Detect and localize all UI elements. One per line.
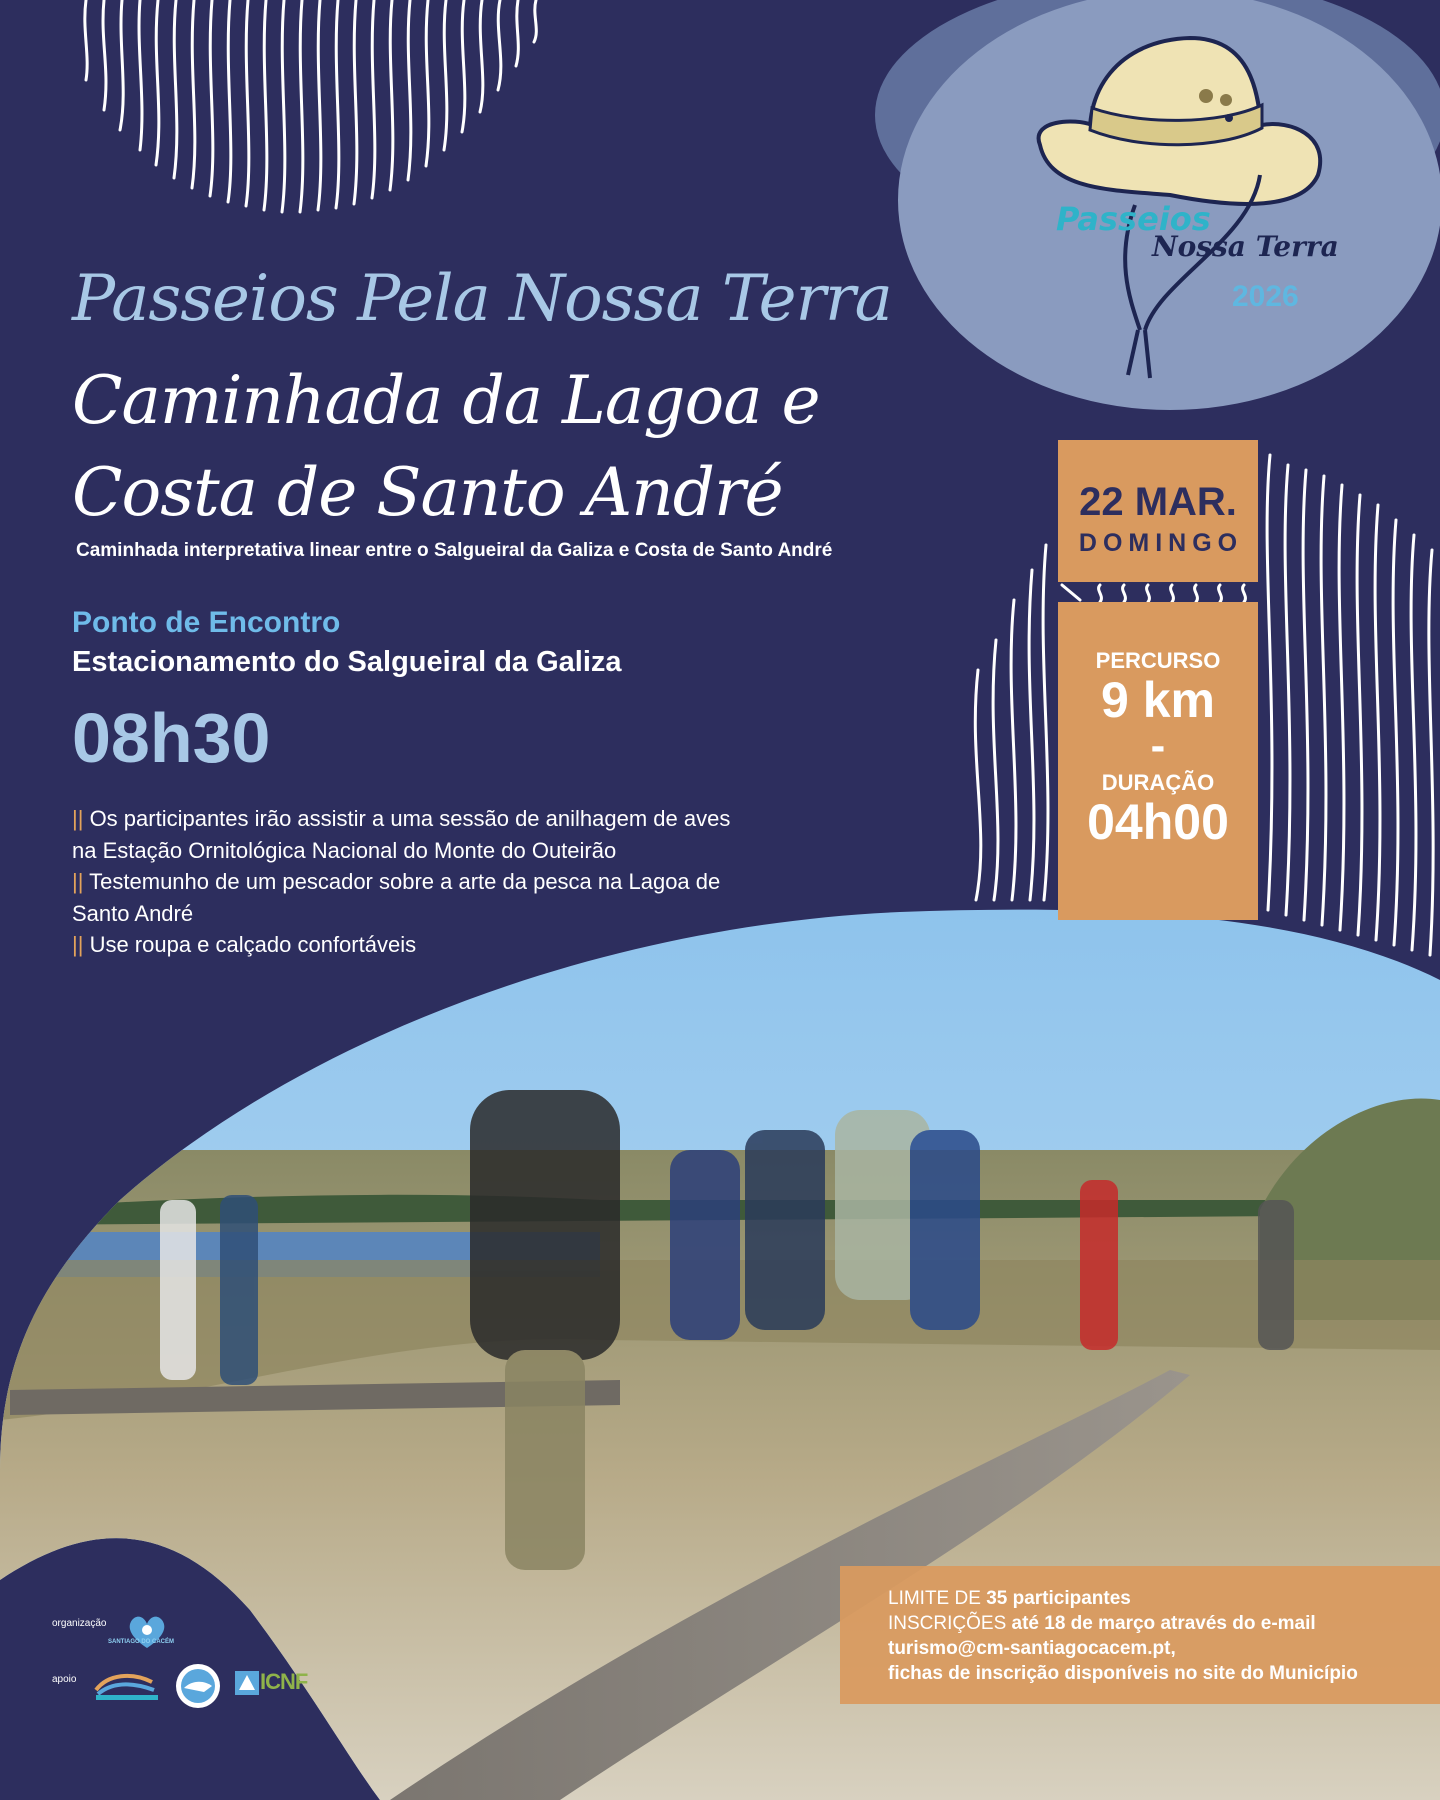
municipality-logo-text: SANTIAGO DO CACÉM: [108, 1639, 174, 1645]
registration-text: [888, 1586, 1428, 1686]
note-text: Testemunho de um pescador sobre a arte da pesca na Lagoa de: [89, 869, 721, 894]
icnf-logo-icon: [234, 1670, 260, 1696]
event-title: [72, 355, 820, 539]
route-box: [1058, 602, 1258, 920]
event-title-line2: Costa de Santo André: [72, 454, 783, 531]
limit-value: 35 participantes: [986, 1588, 1131, 1609]
distance-value: 9 km: [1101, 672, 1215, 728]
duration-value: 04h00: [1087, 794, 1229, 850]
note-text: Use roupa e calçado confortáveis: [89, 932, 417, 957]
bullet-marker: ||: [72, 869, 84, 894]
inscricoes-label: INSCRIÇÕES: [888, 1613, 1007, 1634]
wavy-lines-top-left: [85, 0, 536, 212]
bullet-marker: ||: [72, 806, 84, 831]
registration-forms: fichas de inscrição disponíveis no site do Município: [888, 1663, 1358, 1684]
distance-label: PERCURSO: [1095, 648, 1221, 673]
support-logo-1-icon: [92, 1668, 164, 1702]
bullet-marker: ||: [72, 932, 84, 957]
note-text: Os participantes irão assistir a uma sessão de anilhagem de aves: [89, 806, 731, 831]
meeting-time: 08h30: [72, 699, 271, 777]
municipality-logo-icon: [122, 1610, 172, 1652]
event-subtitle: Caminhada interpretativa linear entre o Salgueiral da Galiza e Costa de Santo André: [76, 540, 833, 561]
organization-label: organização: [52, 1618, 107, 1629]
icnf-logo-text: ICNF: [260, 1669, 308, 1694]
date-box: [1058, 440, 1258, 582]
registration-deadline: [888, 1611, 1428, 1636]
note-item: [72, 929, 772, 961]
meeting-label: Ponto de Encontro: [72, 606, 341, 639]
registration-limit: [888, 1586, 1428, 1611]
meeting-place: Estacionamento do Salgueiral da Galiza: [72, 646, 622, 678]
duration-label: DURAÇÃO: [1101, 770, 1215, 795]
brand-passeios: Passeios: [1056, 200, 1211, 238]
brand-year: 2026: [1232, 280, 1299, 313]
support-label: apoio: [52, 1674, 77, 1685]
support-logo-2-icon: [174, 1662, 222, 1710]
note-item: [72, 803, 772, 835]
registration-email[interactable]: turismo@cm-santiagocacem.pt,: [888, 1638, 1176, 1659]
note-text-cont: na Estação Ornitológica Nacional do Monte do Outeirão: [72, 837, 617, 863]
route-separator: -: [1150, 721, 1166, 770]
deadline-text: até 18 de março através do e-mail: [1011, 1613, 1316, 1634]
date-day: 22 MAR.: [1079, 480, 1237, 524]
brand-nossa-terra: Nossa Terra: [1152, 230, 1339, 263]
limit-prefix: LIMITE DE: [888, 1588, 981, 1609]
notes-list: [72, 803, 772, 961]
date-weekday: DOMINGO: [1078, 529, 1244, 557]
series-title: Passeios Pela Nossa Terra: [72, 262, 892, 336]
note-text-cont: Santo André: [72, 900, 194, 926]
note-item: [72, 866, 772, 898]
event-title-line1: Caminhada da Lagoa e: [72, 362, 820, 439]
